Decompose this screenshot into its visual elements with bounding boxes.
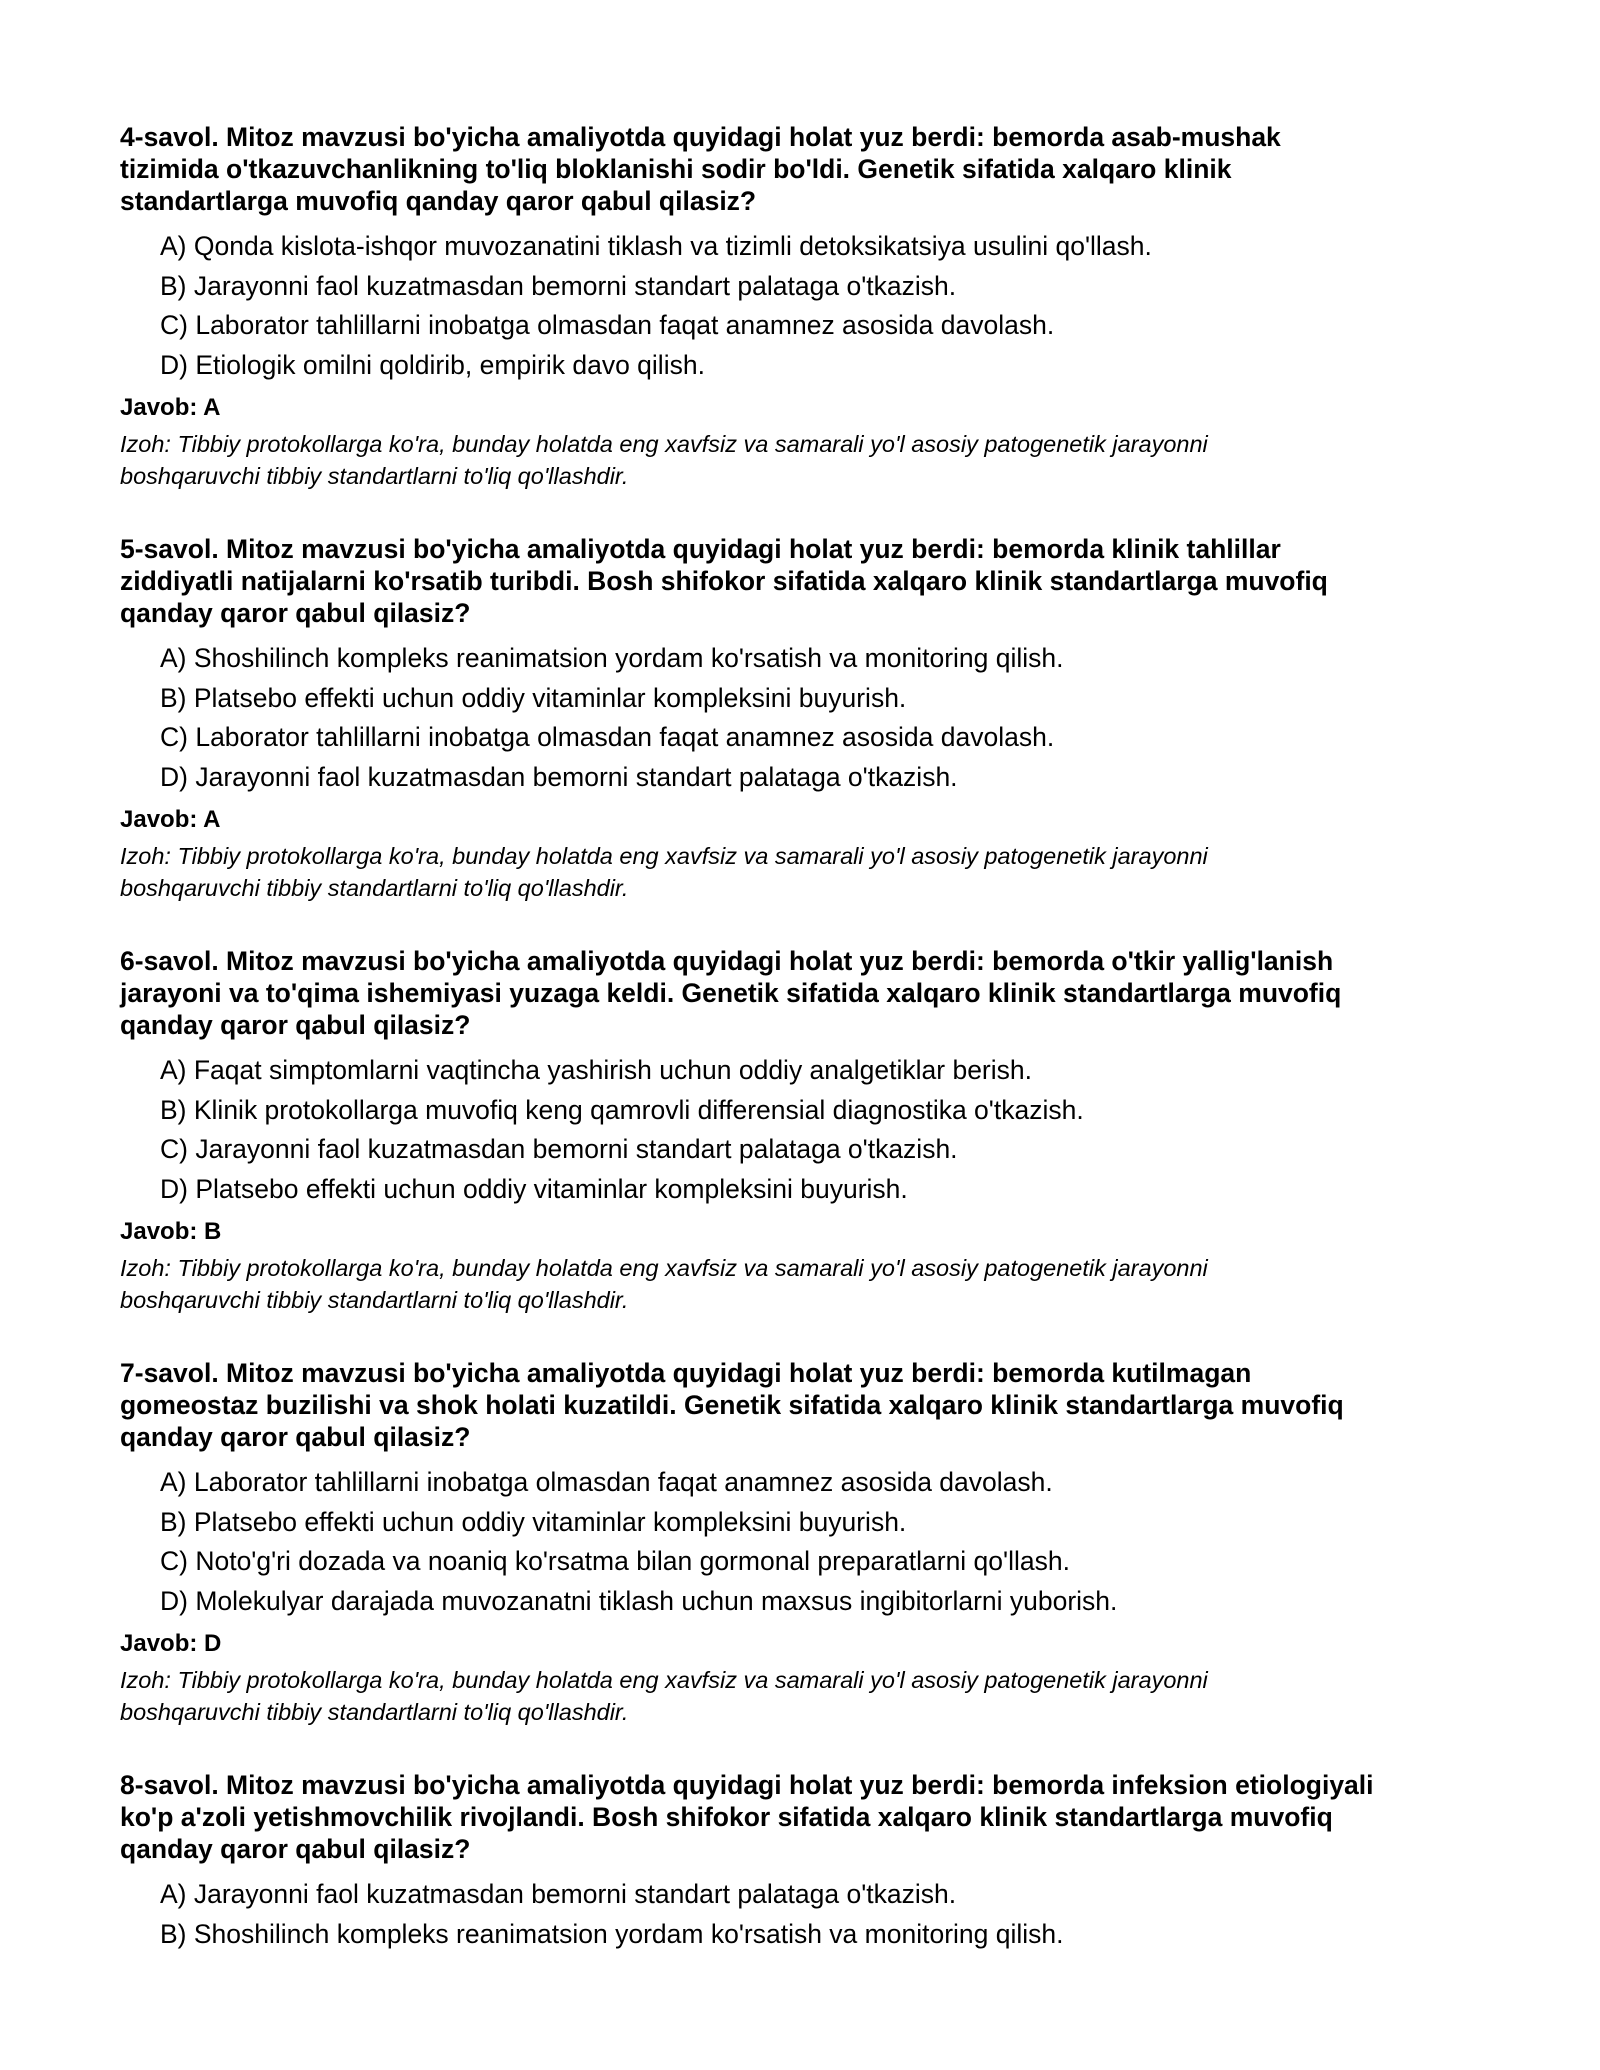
option-a: A) Qonda kislota-ishqor muvozanatini tiklash va tizimli detoksikatsiya usulini qo'llash. <box>160 231 1152 261</box>
option-d: D) Etiologik omilni qoldirib, empirik davo qilish. <box>160 349 705 380</box>
option-a: A) Shoshilinch kompleks reanimatsion yordam ko'rsatish va monitoring qilish. <box>160 643 1064 673</box>
option-list <box>120 1463 1500 1621</box>
option-list <box>120 1875 1500 1954</box>
explanation-text: Izoh: Tibbiy protokollarga ko'ra, bunday holatda eng xavfsiz va samarali yo'l asosiy patogenetik jarayonni boshqaruvchi tibbiy standartlarni to'liq qo'llashdir. <box>120 843 1208 901</box>
option-a: A) Jarayonni faol kuzatmasdan bemorni standart palataga o'tkazish. <box>160 1879 957 1909</box>
option-b: B) Shoshilinch kompleks reanimatsion yordam ko'rsatish va monitoring qilish. <box>160 1918 1064 1949</box>
question-title: 6-savol. Mitoz mavzusi bo'yicha amaliyotda quyidagi holat yuz berdi: bemorda o'tkir yallig'lanish jarayoni va to'qima ishemiyasi yuzaga keldi. Genetik sifatida xalqaro klinik standartlarga muvofiq qanday qaror qabul qilasiz? <box>120 946 1342 1040</box>
answer-label: Javob: A <box>120 806 221 833</box>
option-b: B) Platsebo effekti uchun oddiy vitaminlar kompleksini buyurish. <box>160 682 907 713</box>
option-b: B) Platsebo effekti uchun oddiy vitaminlar kompleksini buyurish. <box>160 1506 907 1537</box>
option-d: D) Platsebo effekti uchun oddiy vitaminlar kompleksini buyurish. <box>160 1173 908 1204</box>
option-list <box>120 1051 1500 1209</box>
option-a: A) Laborator tahlillarni inobatga olmasdan faqat anamnez asosida davolash. <box>160 1467 1053 1497</box>
question-block <box>120 1769 1500 1954</box>
option-list <box>120 227 1500 385</box>
option-d: D) Jarayonni faol kuzatmasdan bemorni standart palataga o'tkazish. <box>160 761 958 792</box>
question-block <box>120 121 1500 492</box>
option-d: D) Molekulyar darajada muvozanatni tiklash uchun maxsus ingibitorlarni yuborish. <box>160 1585 1118 1616</box>
question-title: 7-savol. Mitoz mavzusi bo'yicha amaliyotda quyidagi holat yuz berdi: bemorda kutilmagan gomeostaz buzilishi va shok holati kuzatildi. Genetik sifatida xalqaro klinik standartlarga muvofiq qanday qaror qabul qilasiz? <box>120 1358 1344 1452</box>
option-c: C) Laborator tahlillarni inobatga olmasdan faqat anamnez asosida davolash. <box>160 310 1055 340</box>
answer-label: Javob: A <box>120 394 221 421</box>
option-c: C) Laborator tahlillarni inobatga olmasdan faqat anamnez asosida davolash. <box>160 722 1055 752</box>
question-title: 8-savol. Mitoz mavzusi bo'yicha amaliyotda quyidagi holat yuz berdi: bemorda infeksion etiologiyali ko'p a'zoli yetishmovchilik rivojlandi. Bosh shifokor sifatida xalqaro klinik standartlarga muvofiq qanday qaror qabul qilasiz? <box>120 1770 1374 1864</box>
document-page <box>120 121 1500 1995</box>
option-a: A) Faqat simptomlarni vaqtincha yashirish uchun oddiy analgetiklar berish. <box>160 1055 1032 1085</box>
option-b: B) Jarayonni faol kuzatmasdan bemorni standart palataga o'tkazish. <box>160 270 957 301</box>
explanation-text: Izoh: Tibbiy protokollarga ko'ra, bunday holatda eng xavfsiz va samarali yo'l asosiy patogenetik jarayonni boshqaruvchi tibbiy standartlarni to'liq qo'llashdir. <box>120 1667 1208 1725</box>
option-c: C) Noto'g'ri dozada va noaniq ko'rsatma bilan gormonal preparatlarni qo'llash. <box>160 1546 1070 1576</box>
option-b: B) Klinik protokollarga muvofiq keng qamrovli differensial diagnostika o'tkazish. <box>160 1094 1084 1125</box>
answer-label: Javob: B <box>120 1218 222 1245</box>
option-c: C) Jarayonni faol kuzatmasdan bemorni standart palataga o'tkazish. <box>160 1134 958 1164</box>
question-block <box>120 945 1500 1316</box>
question-title: 5-savol. Mitoz mavzusi bo'yicha amaliyotda quyidagi holat yuz berdi: bemorda klinik tahlillar ziddiyatli natijalarni ko'rsatib turibdi. Bosh shifokor sifatida xalqaro klinik standartlarga muvofiq qanday qaror qabul qilasiz? <box>120 534 1328 628</box>
answer-label: Javob: D <box>120 1630 222 1657</box>
question-block <box>120 533 1500 904</box>
option-list <box>120 639 1500 797</box>
question-title: 4-savol. Mitoz mavzusi bo'yicha amaliyotda quyidagi holat yuz berdi: bemorda asab-mushak tizimida o'tkazuvchanlikning to'liq bloklanishi sodir bo'ldi. Genetik sifatida xalqaro klinik standartlarga muvofiq qanday qaror qabul qilasiz? <box>120 122 1281 216</box>
explanation-text: Izoh: Tibbiy protokollarga ko'ra, bunday holatda eng xavfsiz va samarali yo'l asosiy patogenetik jarayonni boshqaruvchi tibbiy standartlarni to'liq qo'llashdir. <box>120 431 1208 489</box>
question-block <box>120 1357 1500 1728</box>
explanation-text: Izoh: Tibbiy protokollarga ko'ra, bunday holatda eng xavfsiz va samarali yo'l asosiy patogenetik jarayonni boshqaruvchi tibbiy standartlarni to'liq qo'llashdir. <box>120 1255 1208 1313</box>
